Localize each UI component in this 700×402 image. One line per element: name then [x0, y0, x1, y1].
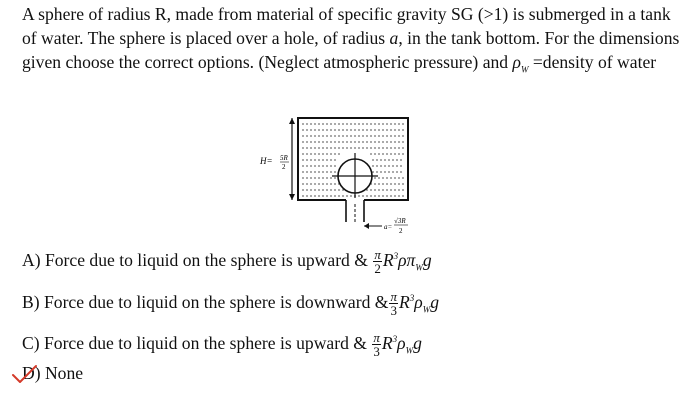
option-a[interactable]	[22, 245, 432, 278]
option-b-expression: $R^3\rho_Wg$	[399, 291, 439, 315]
option-a-expression: $R^3\rho\pi_Wg$	[382, 249, 432, 273]
question-part-2: , in the tank bottom. For the dimensions given choose the correct options. (Neglect atmospheric pressure) and	[22, 28, 680, 72]
option-b-text: B) Force due to liquid on the sphere is downward &	[22, 291, 389, 312]
tank-figure	[252, 112, 422, 240]
option-a-fraction: $\frac{\pi}{2}$	[374, 247, 381, 277]
option-b-fraction: $\frac{\pi}{3}$	[390, 289, 397, 319]
rho-w-symbol: $\rho_W$	[512, 52, 529, 75]
hole-radius-symbol: a	[389, 28, 399, 48]
height-label: H=	[260, 156, 273, 166]
option-c-expression: $R^3\rho_Wg$	[381, 332, 422, 356]
option-c-text: C) Force due to liquid on the sphere is upward &	[22, 332, 372, 353]
height-frac-den: 2	[282, 163, 286, 171]
checkmark-icon	[10, 363, 40, 385]
option-c[interactable]	[22, 328, 422, 361]
question-part-3: =density of water	[528, 52, 657, 72]
hole-frac-den: 2	[399, 227, 403, 235]
height-frac-num: 5R	[280, 154, 288, 162]
option-d-text: D) None	[22, 363, 84, 383]
question-part-1: A sphere of radius R, made from material of specific gravity SG (>1) is submerged in a tank of water. The sphere is placed over a hole, of radius	[22, 4, 671, 48]
option-c-fraction: $\frac{\pi}{3}$	[373, 330, 380, 360]
option-a-text: A) Force due to liquid on the sphere is upward &	[22, 249, 373, 270]
hole-frac-num: √3R	[394, 217, 406, 225]
hole-label: a=	[384, 223, 393, 231]
option-b[interactable]	[22, 287, 439, 320]
question-text	[22, 2, 682, 82]
